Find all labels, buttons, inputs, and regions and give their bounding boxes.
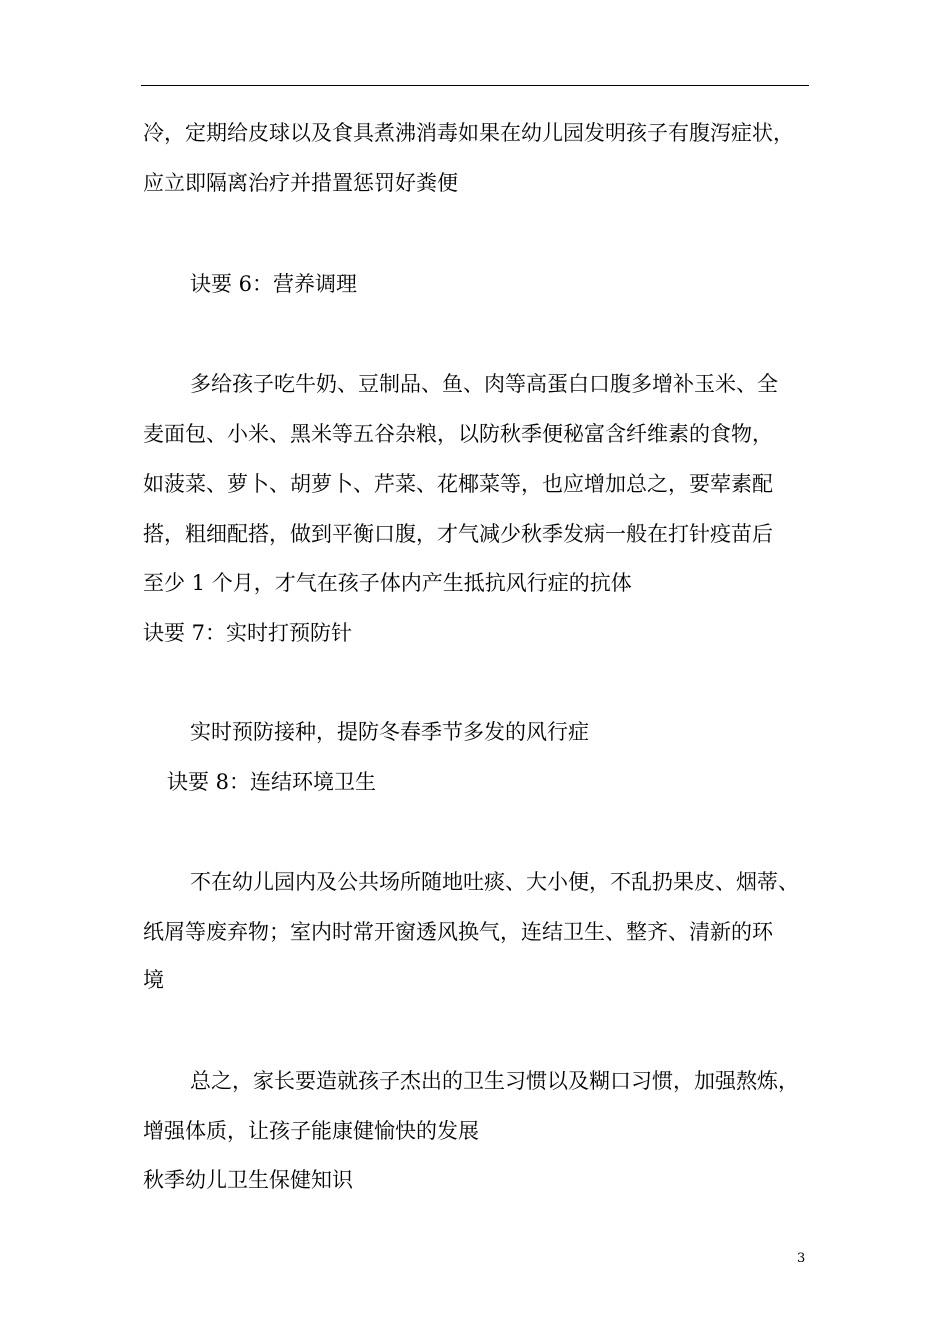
page-number: 3	[797, 1251, 806, 1266]
paragraph-4-line-2: 纸屑等废弃物；室内时常开窗透风换气，连结卫生、整齐、清新的环	[143, 920, 773, 944]
section-heading-7: 诀要 7：实时打预防针	[143, 621, 353, 645]
paragraph-1-line-2: 应立即隔离治疗并措置惩罚好粪便	[143, 171, 458, 195]
paragraph-4-line-1: 不在幼儿园内及公共场所随地吐痰、大小便，不乱扔果皮、烟蒂、	[190, 870, 799, 894]
header-rule	[141, 85, 809, 86]
paragraph-2-line-1: 多给孩子吃牛奶、豆制品、鱼、肉等高蛋白口腹多增补玉米、全	[190, 372, 778, 396]
section-heading-6: 诀要 6：营养调理	[190, 272, 358, 296]
paragraph-2-line-4: 搭，粗细配搭，做到平衡口腹，才气减少秋季发病一般在打针疫苗后	[143, 522, 773, 546]
paragraph-1-line-1: 冷，定期给皮球以及食具煮沸消毒如果在幼儿园发明孩子有腹泻症状，	[143, 121, 794, 145]
paragraph-3: 实时预防接种，提防冬春季节多发的风行症	[190, 720, 589, 744]
section-heading-8: 诀要 8：连结环境卫生	[167, 770, 377, 794]
document-title: 秋季幼儿卫生保健知识	[143, 1168, 353, 1192]
paragraph-5-line-1: 总之，家长要造就孩子杰出的卫生习惯以及糊口习惯，加强熬炼，	[190, 1069, 799, 1093]
paragraph-5-line-2: 增强体质，让孩子能康健愉快的发展	[143, 1119, 479, 1143]
paragraph-2-line-5: 至少 1 个月，才气在孩子体内产生抵抗风行症的抗体	[143, 571, 632, 595]
paragraph-2-line-3: 如菠菜、萝卜、胡萝卜、芹菜、花椰菜等，也应增加总之，要荤素配	[143, 472, 773, 496]
paragraph-4-line-3: 境	[143, 968, 164, 992]
paragraph-2-line-2: 麦面包、小米、黑米等五谷杂粮，以防秋季便秘富含纤维素的食物，	[143, 422, 773, 446]
